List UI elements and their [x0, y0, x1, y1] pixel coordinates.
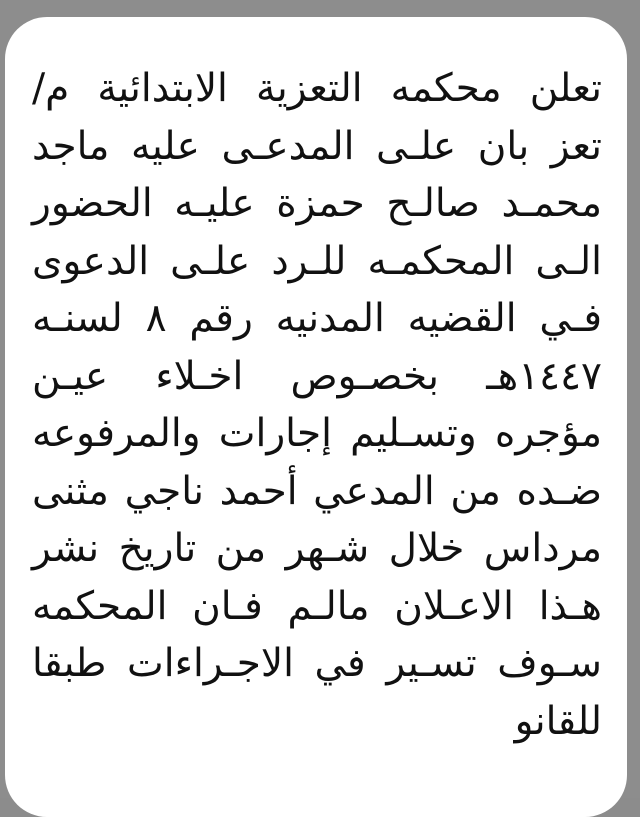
notice-text — [32, 60, 602, 750]
notice-line-12: للقانو — [514, 698, 602, 744]
notice-line-5: فـي القضيه المدنيه رقم ٨ لسنـه — [32, 296, 602, 341]
notice-line-2: تعز بان علـى المدعـى عليه ماجد — [32, 123, 602, 169]
notice-line-7: مؤجره وتسـليم إجارات والمرفوعه — [32, 411, 602, 456]
notice-line-3: محمـد صالـح حمزة عليـه الحضور — [32, 181, 602, 226]
notice-line-6: ١٤٤٧هـ بخصـوص اخـلاء عيـن — [32, 353, 602, 399]
notice-line-4: الـى المحكمـه للـرد علـى الدعوى — [32, 238, 602, 284]
notice-line-9: مرداس خلال شـهر من تاريخ نشر — [32, 526, 602, 571]
notice-line-10: هـذا الاعـلان مالـم فـان المحكمه — [32, 583, 602, 629]
notice-line-1: تعلن محكمه التعزية الابتدائية م/ — [32, 66, 602, 111]
notice-line-11: سـوف تسـير في الاجـراءات طبقا — [32, 641, 602, 686]
notice-line-8: ضـده من المدعي أحمد ناجي مثنى — [32, 468, 602, 514]
